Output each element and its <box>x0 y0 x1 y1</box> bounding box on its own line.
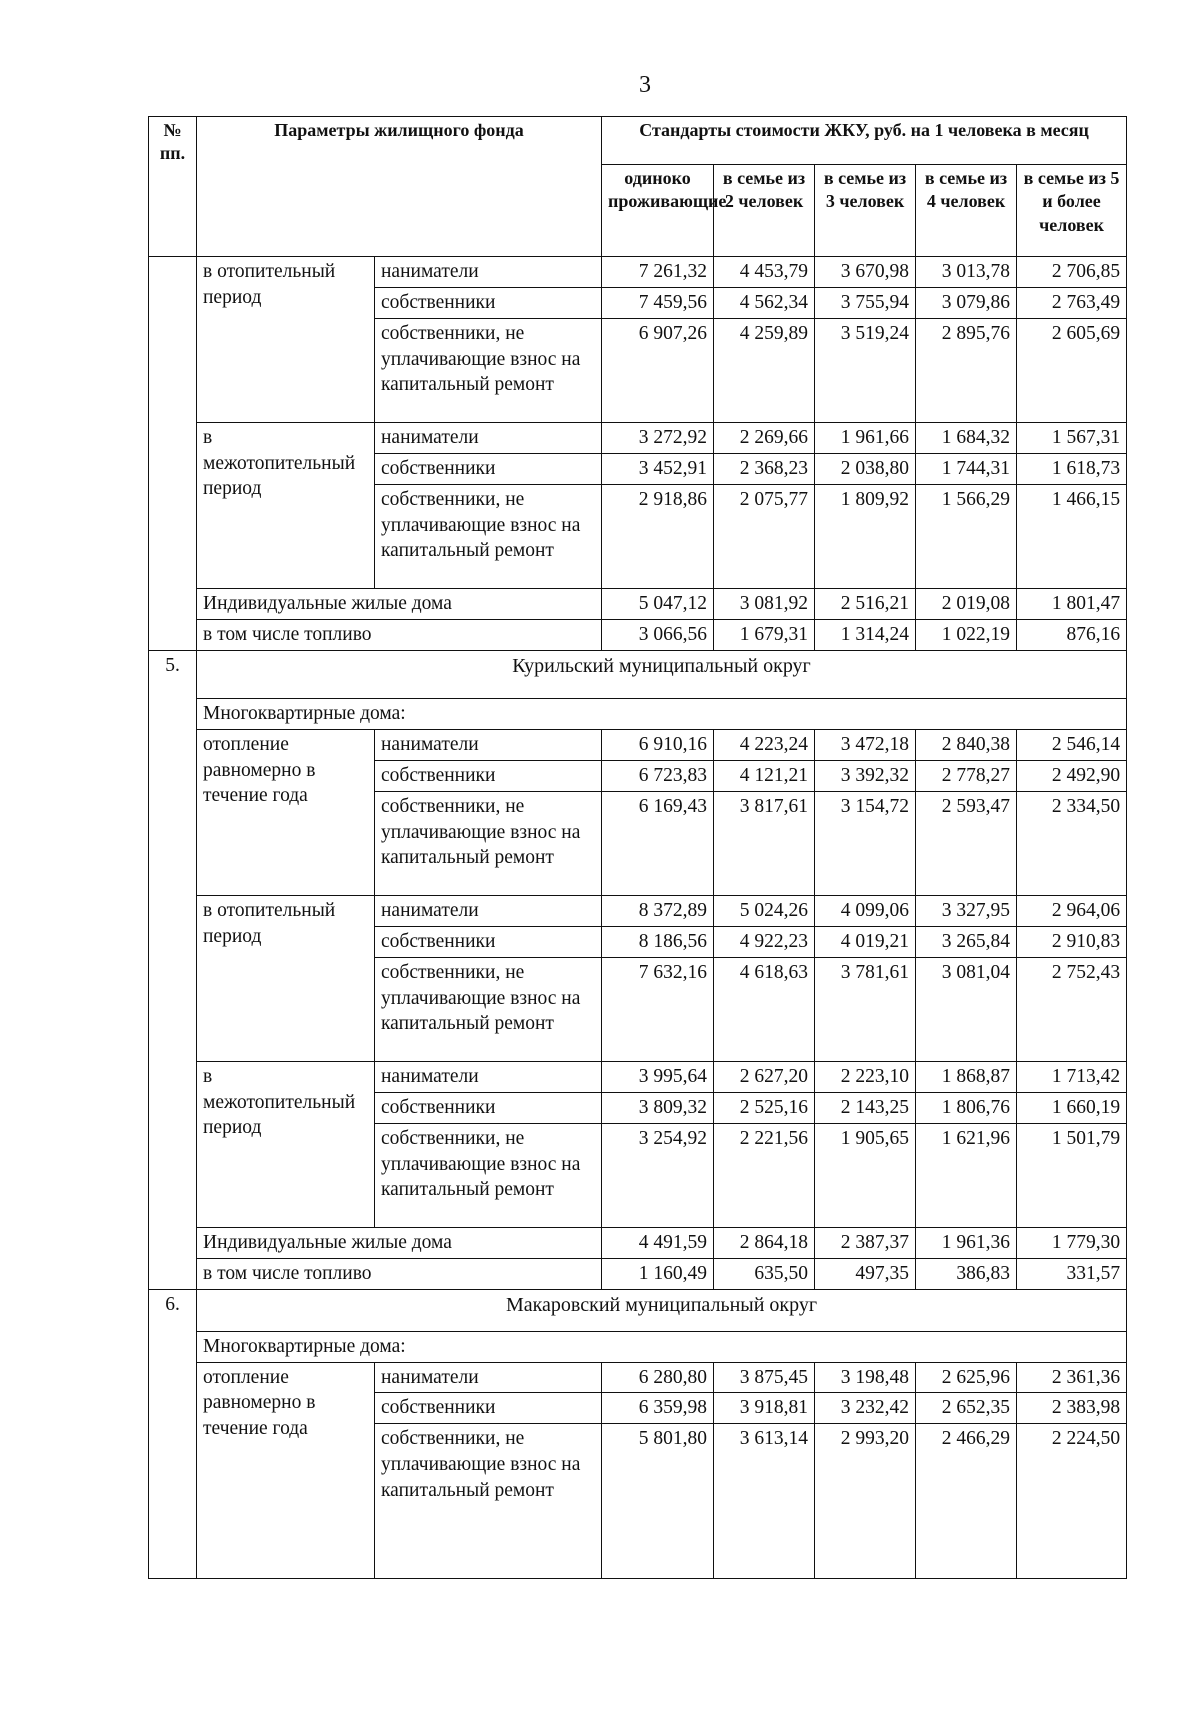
value-cell: 4 121,21 <box>714 761 815 792</box>
value-cell: 4 259,89 <box>714 319 815 423</box>
header-family-3: в семье из 3 человек <box>815 165 916 257</box>
value-cell: 2 221,56 <box>714 1124 815 1228</box>
value-cell: 5 801,80 <box>602 1424 714 1579</box>
section-title: Макаровский муниципальный округ <box>197 1290 1127 1332</box>
value-cell: 7 261,32 <box>602 257 714 288</box>
row-category: собственники <box>375 761 602 792</box>
value-cell: 5 024,26 <box>714 896 815 927</box>
value-cell: 2 706,85 <box>1017 257 1127 288</box>
value-cell: 3 875,45 <box>714 1362 815 1393</box>
value-cell: 2 993,20 <box>815 1424 916 1579</box>
value-cell: 6 359,98 <box>602 1393 714 1424</box>
value-cell: 1 566,29 <box>916 485 1017 589</box>
value-cell: 2 038,80 <box>815 454 916 485</box>
row-category: собственники, не уплачивающие взнос на капитальный ремонт <box>375 1124 602 1228</box>
row-group-label: отопление равномерно в течение года <box>197 1362 375 1578</box>
section-number: 6. <box>149 1290 197 1579</box>
value-cell: 2 223,10 <box>815 1062 916 1093</box>
row-group-label: в отопительный период <box>197 257 375 423</box>
value-cell: 1 567,31 <box>1017 423 1127 454</box>
value-cell: 1 466,15 <box>1017 485 1127 589</box>
value-cell: 2 368,23 <box>714 454 815 485</box>
value-cell: 2 361,36 <box>1017 1362 1127 1393</box>
row-category: наниматели <box>375 423 602 454</box>
value-cell: 3 918,81 <box>714 1393 815 1424</box>
value-cell: 4 491,59 <box>602 1228 714 1259</box>
section-number: 5. <box>149 651 197 1290</box>
value-cell: 4 223,24 <box>714 730 815 761</box>
value-cell: 3 327,95 <box>916 896 1017 927</box>
value-cell: 3 154,72 <box>815 792 916 896</box>
cost-standards-table <box>148 116 1127 1579</box>
value-cell: 3 755,94 <box>815 288 916 319</box>
value-cell: 3 781,61 <box>815 958 916 1062</box>
row-group-label: в межотопительный период <box>197 1062 375 1228</box>
fuel-label: в том числе топливо <box>197 1259 602 1290</box>
value-cell: 6 910,16 <box>602 730 714 761</box>
row-category: собственники <box>375 454 602 485</box>
value-cell: 1 501,79 <box>1017 1124 1127 1228</box>
row-category: наниматели <box>375 730 602 761</box>
value-cell: 1 618,73 <box>1017 454 1127 485</box>
value-cell: 6 907,26 <box>602 319 714 423</box>
value-cell: 3 272,92 <box>602 423 714 454</box>
row-category: наниматели <box>375 257 602 288</box>
value-cell: 6 169,43 <box>602 792 714 896</box>
value-cell: 1 621,96 <box>916 1124 1017 1228</box>
value-cell: 2 895,76 <box>916 319 1017 423</box>
value-cell: 3 817,61 <box>714 792 815 896</box>
value-cell: 4 922,23 <box>714 927 815 958</box>
value-cell: 2 918,86 <box>602 485 714 589</box>
value-cell: 635,50 <box>714 1259 815 1290</box>
row-category: собственники <box>375 1393 602 1424</box>
header-params: Параметры жилищного фонда <box>197 117 602 257</box>
value-cell: 2 075,77 <box>714 485 815 589</box>
value-cell: 2 652,35 <box>916 1393 1017 1424</box>
individual-houses-label: Индивидуальные жилые дома <box>197 589 602 620</box>
row-category: собственники, не уплачивающие взнос на капитальный ремонт <box>375 1424 602 1579</box>
value-cell: 2 019,08 <box>916 589 1017 620</box>
value-cell: 7 459,56 <box>602 288 714 319</box>
value-cell: 1 868,87 <box>916 1062 1017 1093</box>
value-cell: 2 546,14 <box>1017 730 1127 761</box>
value-cell: 3 809,32 <box>602 1093 714 1124</box>
row-category: собственники, не уплачивающие взнос на капитальный ремонт <box>375 319 602 423</box>
header-family-5: в семье из 5 и более человек <box>1017 165 1127 257</box>
value-cell: 3 081,04 <box>916 958 1017 1062</box>
value-cell: 4 562,34 <box>714 288 815 319</box>
value-cell: 1 744,31 <box>916 454 1017 485</box>
value-cell: 2 383,98 <box>1017 1393 1127 1424</box>
value-cell: 3 265,84 <box>916 927 1017 958</box>
value-cell: 1 679,31 <box>714 620 815 651</box>
header-num: № пп. <box>149 117 197 257</box>
value-cell: 3 013,78 <box>916 257 1017 288</box>
value-cell: 8 186,56 <box>602 927 714 958</box>
value-cell: 2 627,20 <box>714 1062 815 1093</box>
value-cell: 1 801,47 <box>1017 589 1127 620</box>
value-cell: 1 684,32 <box>916 423 1017 454</box>
value-cell: 3 519,24 <box>815 319 916 423</box>
value-cell: 3 392,32 <box>815 761 916 792</box>
value-cell: 876,16 <box>1017 620 1127 651</box>
value-cell: 3 232,42 <box>815 1393 916 1424</box>
header-family-4: в семье из 4 человек <box>916 165 1017 257</box>
value-cell: 4 019,21 <box>815 927 916 958</box>
value-cell: 3 198,48 <box>815 1362 916 1393</box>
value-cell: 3 066,56 <box>602 620 714 651</box>
value-cell: 1 806,76 <box>916 1093 1017 1124</box>
value-cell: 2 910,83 <box>1017 927 1127 958</box>
value-cell: 3 079,86 <box>916 288 1017 319</box>
header-single: одиноко проживающие <box>602 165 714 257</box>
value-cell: 2 864,18 <box>714 1228 815 1259</box>
value-cell: 1 314,24 <box>815 620 916 651</box>
apartment-buildings-label: Многоквартирные дома: <box>197 699 1127 730</box>
value-cell: 1 713,42 <box>1017 1062 1127 1093</box>
value-cell: 331,57 <box>1017 1259 1127 1290</box>
value-cell: 2 763,49 <box>1017 288 1127 319</box>
row-group-label: в межотопительный период <box>197 423 375 589</box>
value-cell: 3 081,92 <box>714 589 815 620</box>
value-cell: 1 961,36 <box>916 1228 1017 1259</box>
cont-num-cell <box>149 257 197 651</box>
value-cell: 3 254,92 <box>602 1124 714 1228</box>
value-cell: 1 779,30 <box>1017 1228 1127 1259</box>
value-cell: 2 964,06 <box>1017 896 1127 927</box>
value-cell: 2 224,50 <box>1017 1424 1127 1579</box>
row-category: наниматели <box>375 1062 602 1093</box>
value-cell: 2 143,25 <box>815 1093 916 1124</box>
section-title: Курильский муниципальный округ <box>197 651 1127 699</box>
header-family-2: в семье из 2 человек <box>714 165 815 257</box>
row-category: собственники, не уплачивающие взнос на капитальный ремонт <box>375 792 602 896</box>
value-cell: 2 492,90 <box>1017 761 1127 792</box>
value-cell: 2 269,66 <box>714 423 815 454</box>
value-cell: 4 453,79 <box>714 257 815 288</box>
header-standards: Стандарты стоимости ЖКУ, руб. на 1 человека в месяц <box>602 117 1127 165</box>
row-category: собственники <box>375 1093 602 1124</box>
row-category: наниматели <box>375 1362 602 1393</box>
value-cell: 1 022,19 <box>916 620 1017 651</box>
row-category: собственники, не уплачивающие взнос на капитальный ремонт <box>375 485 602 589</box>
row-group-label: отопление равномерно в течение года <box>197 730 375 896</box>
individual-houses-label: Индивидуальные жилые дома <box>197 1228 602 1259</box>
value-cell: 2 334,50 <box>1017 792 1127 896</box>
value-cell: 2 516,21 <box>815 589 916 620</box>
value-cell: 6 723,83 <box>602 761 714 792</box>
value-cell: 497,35 <box>815 1259 916 1290</box>
value-cell: 2 778,27 <box>916 761 1017 792</box>
value-cell: 8 372,89 <box>602 896 714 927</box>
value-cell: 2 466,29 <box>916 1424 1017 1579</box>
value-cell: 2 593,47 <box>916 792 1017 896</box>
value-cell: 1 809,92 <box>815 485 916 589</box>
fuel-label: в том числе топливо <box>197 620 602 651</box>
value-cell: 2 387,37 <box>815 1228 916 1259</box>
value-cell: 2 625,96 <box>916 1362 1017 1393</box>
value-cell: 4 618,63 <box>714 958 815 1062</box>
value-cell: 2 840,38 <box>916 730 1017 761</box>
value-cell: 2 605,69 <box>1017 319 1127 423</box>
value-cell: 386,83 <box>916 1259 1017 1290</box>
row-category: собственники <box>375 927 602 958</box>
value-cell: 2 752,43 <box>1017 958 1127 1062</box>
value-cell: 4 099,06 <box>815 896 916 927</box>
row-category: наниматели <box>375 896 602 927</box>
value-cell: 3 472,18 <box>815 730 916 761</box>
value-cell: 1 905,65 <box>815 1124 916 1228</box>
value-cell: 3 613,14 <box>714 1424 815 1579</box>
page-number: 3 <box>639 72 651 98</box>
value-cell: 3 995,64 <box>602 1062 714 1093</box>
row-category: собственники <box>375 288 602 319</box>
value-cell: 3 670,98 <box>815 257 916 288</box>
value-cell: 6 280,80 <box>602 1362 714 1393</box>
value-cell: 1 961,66 <box>815 423 916 454</box>
row-category: собственники, не уплачивающие взнос на капитальный ремонт <box>375 958 602 1062</box>
apartment-buildings-label: Многоквартирные дома: <box>197 1332 1127 1363</box>
value-cell: 2 525,16 <box>714 1093 815 1124</box>
value-cell: 5 047,12 <box>602 589 714 620</box>
row-group-label: в отопительный период <box>197 896 375 1062</box>
value-cell: 1 160,49 <box>602 1259 714 1290</box>
value-cell: 1 660,19 <box>1017 1093 1127 1124</box>
value-cell: 3 452,91 <box>602 454 714 485</box>
value-cell: 7 632,16 <box>602 958 714 1062</box>
